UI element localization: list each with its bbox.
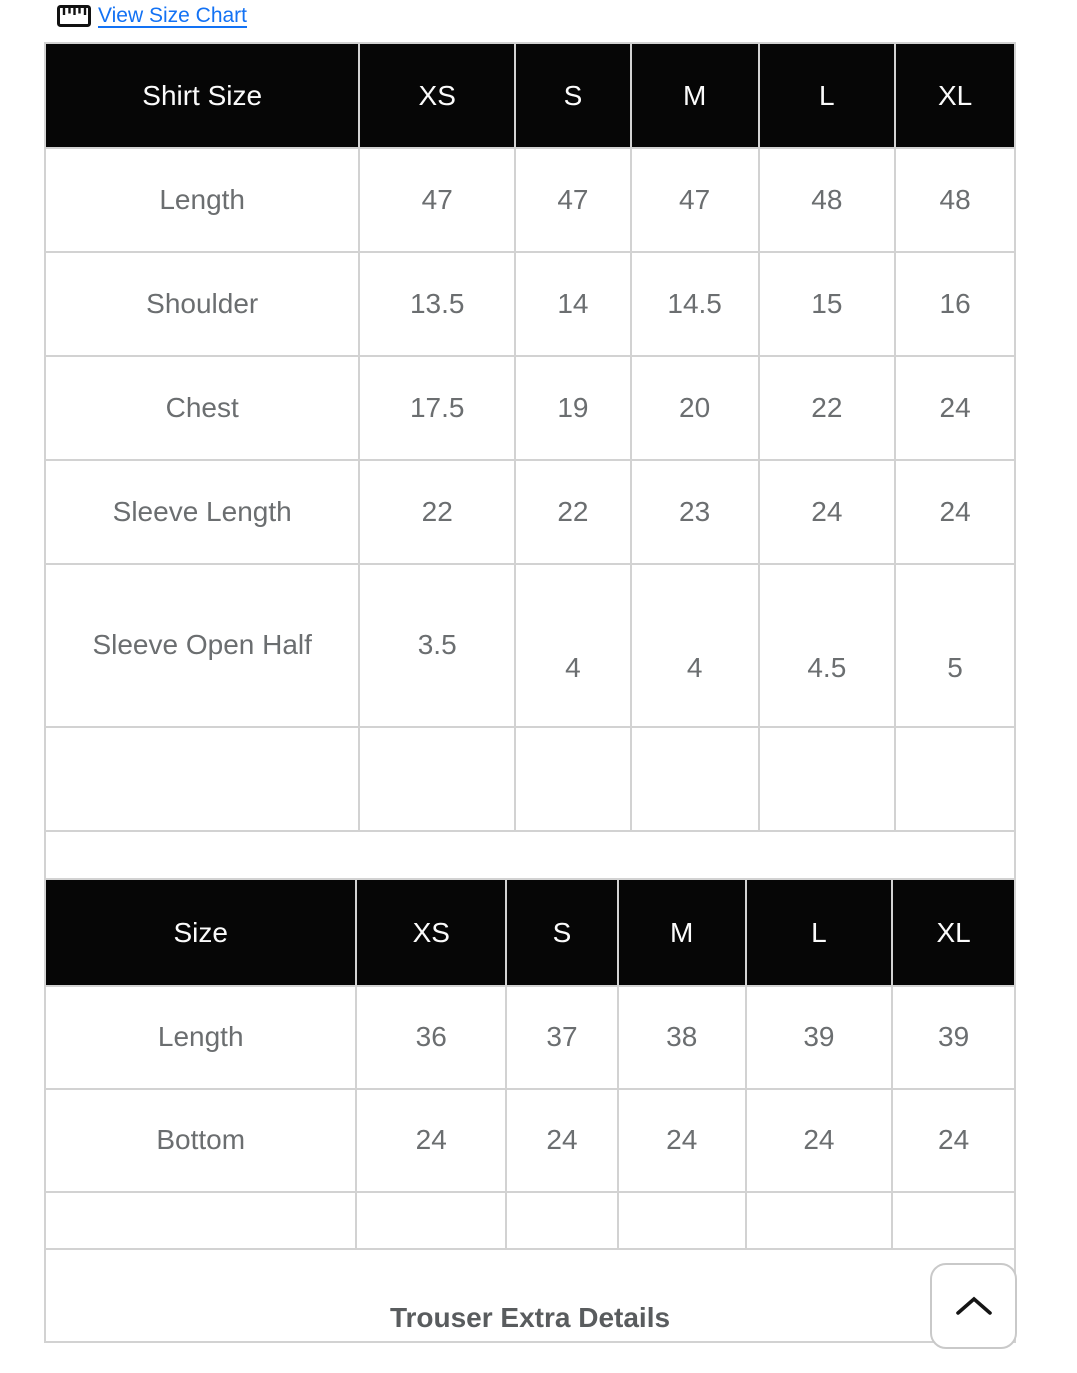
header-size-cell: M <box>631 43 759 148</box>
size-value-cell <box>746 1192 893 1249</box>
size-value-cell: 47 <box>515 148 631 252</box>
trouser-extra-details-title: Trouser Extra Details <box>389 1301 671 1333</box>
header-label-cell: Size <box>45 879 356 986</box>
size-value-cell <box>506 1192 618 1249</box>
size-value-cell: 13.5 <box>359 252 515 356</box>
size-value-cell: 24 <box>506 1089 618 1192</box>
size-value-cell: 24 <box>759 460 896 564</box>
ruler-icon <box>57 5 91 27</box>
table-row <box>45 460 1015 564</box>
size-value-cell: 14 <box>515 252 631 356</box>
size-value-cell: 24 <box>895 460 1015 564</box>
header-size-cell: XS <box>356 879 506 986</box>
size-value-cell <box>356 1192 506 1249</box>
table-row <box>45 986 1015 1089</box>
shirt-size-header-row <box>45 43 1015 148</box>
view-size-chart-link[interactable] <box>57 4 247 28</box>
row-label-cell: Length <box>45 986 356 1089</box>
size-value-cell <box>618 1192 746 1249</box>
row-label-cell: Chest <box>45 356 359 460</box>
size-value-cell: 5 <box>895 564 1015 727</box>
size-value-cell: 4 <box>631 564 759 727</box>
row-label-cell: Bottom <box>45 1089 356 1192</box>
size-value-cell: 23 <box>631 460 759 564</box>
row-label-cell: Length <box>45 148 359 252</box>
chevron-up-icon <box>955 1295 993 1317</box>
size-value-cell: 24 <box>618 1089 746 1192</box>
table-row <box>45 564 1015 727</box>
table-row <box>45 727 1015 831</box>
size-value-cell: 37 <box>506 986 618 1089</box>
trouser-size-header-row <box>45 879 1015 986</box>
table-row <box>45 1089 1015 1192</box>
size-value-cell: 22 <box>759 356 896 460</box>
row-label-cell: Sleeve Open Half <box>45 564 359 727</box>
table-row <box>45 1192 1015 1249</box>
size-value-cell: 22 <box>515 460 631 564</box>
row-label-cell <box>45 727 359 831</box>
size-value-cell: 16 <box>895 252 1015 356</box>
size-value-cell: 15 <box>759 252 896 356</box>
size-value-cell: 24 <box>892 1089 1015 1192</box>
size-value-cell <box>895 727 1015 831</box>
table-gap-spacer <box>44 832 1016 878</box>
table-row <box>45 356 1015 460</box>
table-row <box>45 252 1015 356</box>
size-value-cell: 4 <box>515 564 631 727</box>
size-value-cell: 24 <box>356 1089 506 1192</box>
size-value-cell: 38 <box>618 986 746 1089</box>
size-chart-panel <box>44 42 1016 1343</box>
row-label-cell: Sleeve Length <box>45 460 359 564</box>
header-size-cell: XS <box>359 43 515 148</box>
header-size-cell: L <box>746 879 893 986</box>
size-value-cell <box>359 727 515 831</box>
header-label-cell: Shirt Size <box>45 43 359 148</box>
size-value-cell: 20 <box>631 356 759 460</box>
size-value-cell: 36 <box>356 986 506 1089</box>
header-size-cell: XL <box>895 43 1015 148</box>
trouser-size-table <box>44 878 1016 1250</box>
size-value-cell: 22 <box>359 460 515 564</box>
row-label-cell <box>45 1192 356 1249</box>
size-value-cell: 14.5 <box>631 252 759 356</box>
row-label-cell: Shoulder <box>45 252 359 356</box>
size-value-cell: 24 <box>895 356 1015 460</box>
size-value-cell: 39 <box>892 986 1015 1089</box>
header-size-cell: L <box>759 43 896 148</box>
size-value-cell: 47 <box>359 148 515 252</box>
size-value-cell: 19 <box>515 356 631 460</box>
size-value-cell: 47 <box>631 148 759 252</box>
size-value-cell: 17.5 <box>359 356 515 460</box>
header-size-cell: XL <box>892 879 1015 986</box>
size-value-cell: 48 <box>759 148 896 252</box>
table-row <box>45 148 1015 252</box>
size-value-cell <box>759 727 896 831</box>
size-value-cell: 4.5 <box>759 564 896 727</box>
size-value-cell: 3.5 <box>359 564 515 727</box>
size-value-cell: 39 <box>746 986 893 1089</box>
scroll-to-top-button[interactable] <box>930 1263 1017 1349</box>
header-size-cell: S <box>515 43 631 148</box>
shirt-size-table <box>44 42 1016 832</box>
header-size-cell: S <box>506 879 618 986</box>
size-value-cell: 24 <box>746 1089 893 1192</box>
header-size-cell: M <box>618 879 746 986</box>
view-size-chart-label: View Size Chart <box>98 4 248 27</box>
trouser-extra-details-section <box>44 1248 1016 1343</box>
size-value-cell: 48 <box>895 148 1015 252</box>
size-value-cell <box>892 1192 1015 1249</box>
size-value-cell <box>631 727 759 831</box>
size-value-cell <box>515 727 631 831</box>
